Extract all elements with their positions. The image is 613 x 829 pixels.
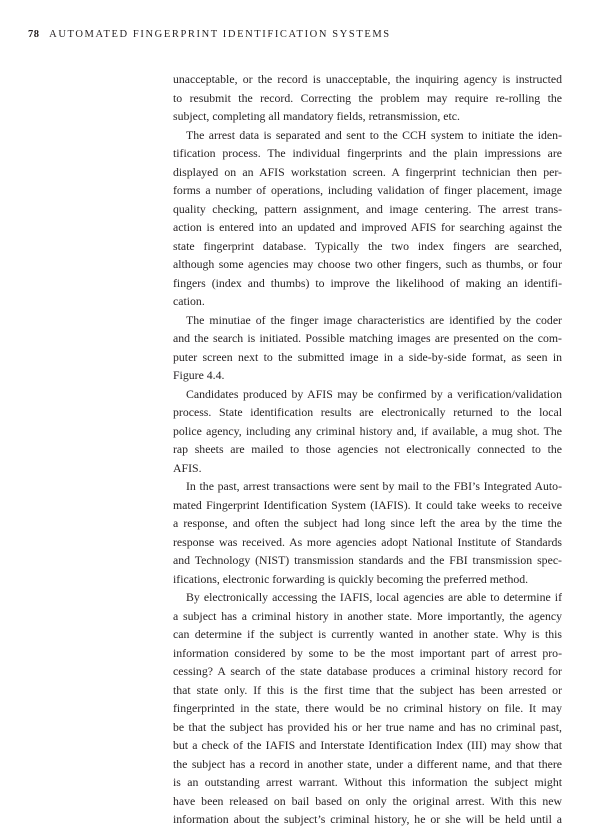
body-text [173, 70, 562, 829]
running-title: AUTOMATED FINGERPRINT IDENTIFICATION SYSTEMS [49, 29, 391, 40]
text-line: fingerprinted in the state, there would be no criminal history on file. It may [173, 701, 562, 715]
text-line: and Technology (NIST) transmission standards and the FBI transmission spec- [173, 553, 562, 567]
text-line: displayed on an AFIS workstation screen. A fingerprint technician then per- [173, 164, 562, 179]
text-line: information about the subject’s criminal history, he or she will be held until a [173, 812, 562, 826]
text-line: The arrest data is separated and sent to the CCH system to initiate the iden- [186, 127, 562, 142]
text-line: puter screen next to the submitted image in a side-by-side format, as seen in [173, 349, 562, 364]
text-line: AFIS. [173, 460, 202, 475]
text-line: can determine if the subject is currently wanted in another state. Why is this [173, 627, 562, 641]
text-line: and the search is initiated. Possible matching images are presented on the com- [173, 331, 562, 345]
text-line: process. State identification results are electronically returned to the local [173, 405, 562, 419]
text-line: but a check of the IAFIS and Interstate Identification Index (III) may show that [173, 738, 562, 752]
text-line: police agency, including any criminal history and, if available, a mug shot. The [173, 423, 562, 438]
text-line: be that the subject has provided his or her true name and has no criminal past, [173, 719, 562, 734]
text-line: a response, and often the subject had long since left the area by the time the [173, 516, 562, 530]
text-line: state fingerprint database. Typically the two index fingers are searched, [173, 238, 562, 253]
text-line: to resubmit the record. Correcting the problem may require re-rolling the [173, 90, 562, 105]
text-line: subject, completing all mandatory fields, retransmission, etc. [173, 109, 460, 123]
text-line: the subject has a record in another state, under a different name, and that there [173, 756, 562, 771]
text-line: Candidates produced by AFIS may be confirmed by a verification/validation [186, 386, 562, 401]
text-line: quality checking, pattern assignment, and image centering. The arrest trans- [173, 201, 562, 216]
running-head [28, 29, 391, 40]
text-line: information considered by some to be the most important part of arrest pro- [173, 645, 562, 660]
text-line: By electronically accessing the IAFIS, local agencies are able to determine if [186, 590, 562, 604]
text-line: In the past, arrest transactions were sent by mail to the FBI’s Integrated Auto- [186, 479, 562, 493]
text-line: is an outstanding arrest warrant. Without this information the subject might [173, 775, 562, 789]
text-line: ifications, electronic forwarding is quickly becoming the preferred method. [173, 571, 529, 586]
text-line: response was received. As more agencies adopt National Institute of Standards [173, 534, 562, 549]
text-line: that state only. If this is the first time that the subject has been arrested or [173, 682, 562, 697]
text-line: forms a number of operations, including validation of finger placement, image [173, 183, 562, 197]
text-line: rap sheets are mailed to those agencies not electronically connected to the [173, 442, 562, 456]
text-line: fingers (index and thumbs) to improve the likelihood of making an identifi- [173, 275, 562, 290]
text-line: unacceptable, or the record is unacceptable, the inquiring agency is instructed [173, 72, 562, 86]
text-line: tification process. The individual fingerprints and the plain impressions are [173, 146, 562, 160]
text-line: cation. [173, 294, 205, 308]
text-line: although some agencies may choose two other fingers, such as thumbs, or four [173, 257, 562, 271]
text-line: action is entered into an updated and improved AFIS for searching against the [173, 220, 562, 234]
text-line: Figure 4.4. [173, 368, 225, 382]
text-line: a subject has a criminal history in another state. More importantly, the agency [173, 608, 562, 623]
text-line: have been released on bail based on only the original arrest. With this new [173, 793, 562, 808]
text-line: cessing? A search of the state database produces a criminal history record for [173, 664, 562, 678]
page-number: 78 [28, 29, 40, 40]
text-line: mated Fingerprint Identification System (IAFIS). It could take weeks to receive [173, 497, 562, 512]
text-line: The minutiae of the finger image characteristics are identified by the coder [186, 312, 562, 327]
